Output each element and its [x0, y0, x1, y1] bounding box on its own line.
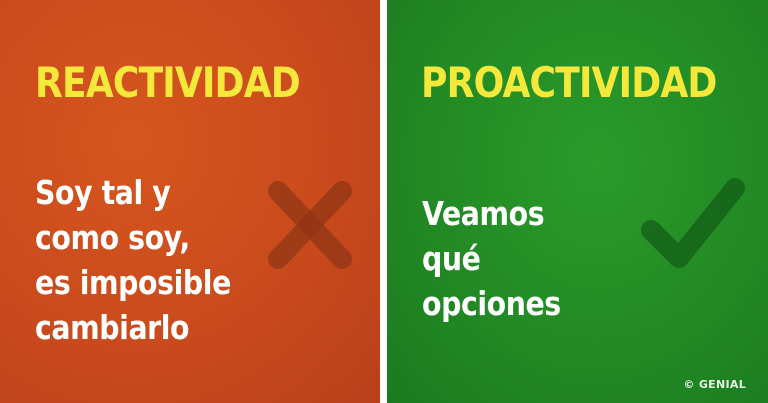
statement-line: opciones [422, 284, 561, 323]
statement-line: Veamos [422, 194, 545, 233]
proactive-statement [422, 191, 561, 326]
reactive-panel [0, 0, 380, 403]
copyright-watermark: © GENIAL [683, 378, 746, 391]
statement-line: como soy, [35, 218, 190, 257]
proactive-heading: PROACTIVIDAD [421, 58, 717, 107]
statement-line: qué [422, 239, 481, 278]
reactive-statement [35, 170, 231, 350]
cross-icon [262, 175, 358, 275]
statement-line: es imposible [35, 263, 231, 302]
statement-line: cambiarlo [35, 308, 190, 347]
proactive-panel [387, 0, 768, 403]
statement-line: Soy tal y [35, 173, 171, 212]
reactive-heading: REACTIVIDAD [35, 58, 300, 107]
divider [380, 0, 387, 403]
checkmark-icon [637, 172, 749, 276]
